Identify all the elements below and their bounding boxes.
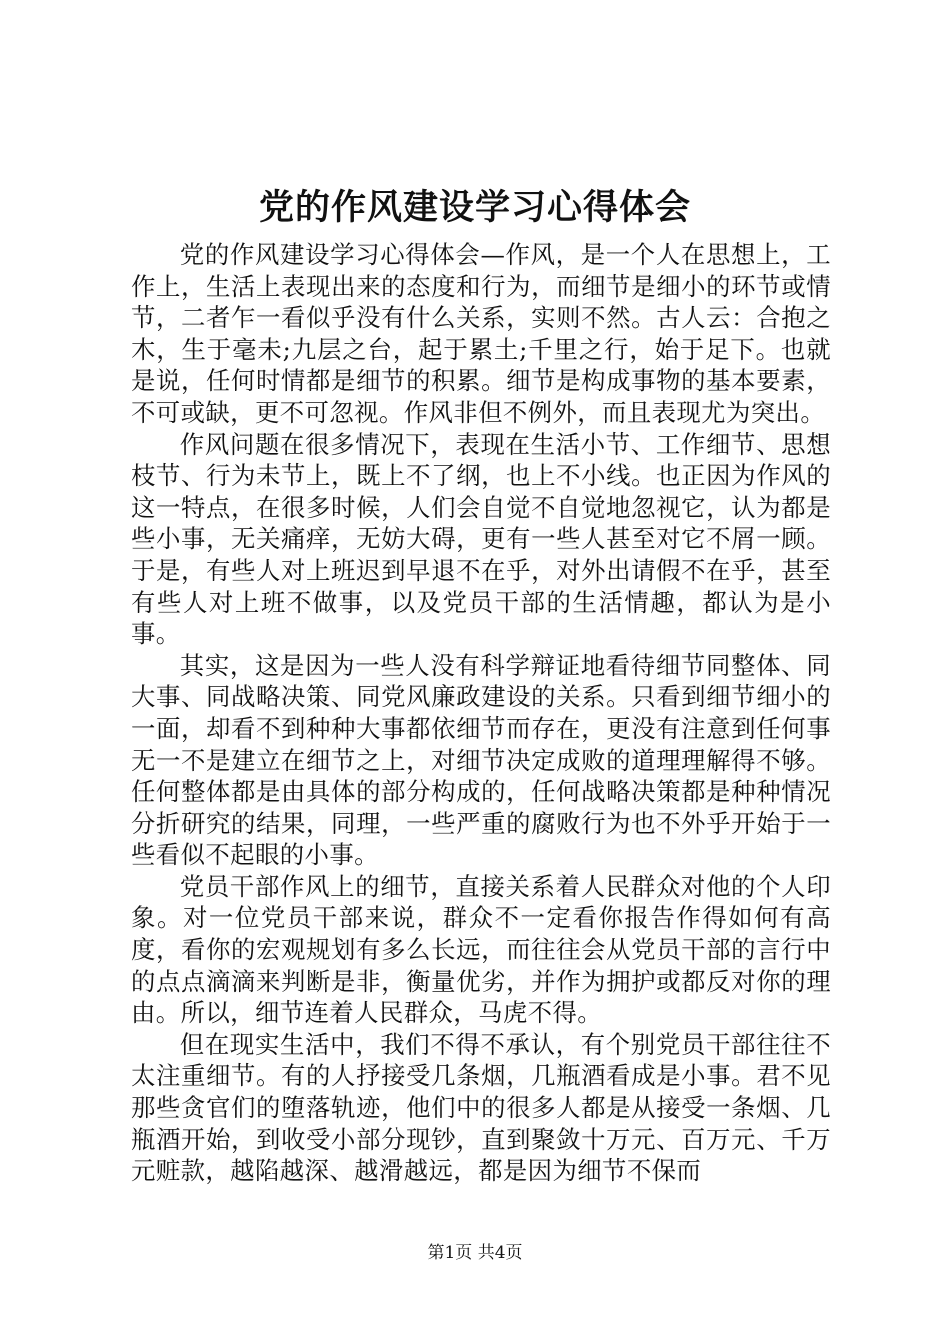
paragraph: 作风问题在很多情况下，表现在生活小节、工作细节、思想枝节、行为未节上，既上不了纲，也上不小线。也正因为作风的这一特点，在很多时候，人们会自觉不自觉地忽视它，认为都是些小事，无关痛痒，无妨大碍，更有一些人甚至对它不屑一顾。于是，有些人对上班迟到早退不在乎，对外出请假不在乎，甚至有些人对上班不做事，以及党员干部的生活情趣，都认为是小事。 xyxy=(131,429,831,649)
paragraph: 其实，这是因为一些人没有科学辩证地看待细节同整体、同大事、同战略决策、同党风廉政建设的关系。只看到细节细小的一面，却看不到种种大事都依细节而存在，更没有注意到任何事无一不是建立在细节之上，对细节决定成败的道理理解得不够。任何整体都是由具体的部分构成的，任何战略决策都是种种情况分折研究的结果，同理，一些严重的腐败行为也不外乎开始于一些看似不起眼的小事。 xyxy=(131,650,831,870)
page-title: 党的作风建设学习心得体会 xyxy=(258,187,691,228)
page-number-footer: 第1页 共4页 xyxy=(427,1243,523,1263)
paragraph: 党的作风建设学习心得体会—作风，是一个人在思想上，工作上，生活上表现出来的态度和行为，而细节是细小的环节或情节，二者乍一看似乎没有什么关系，实则不然。古人云：合抱之木，生于毫未;九层之台，起于累土;千里之行，始于足下。也就是说，任何时情都是细节的积累。细节是构成事物的基本要素，不可或缺，更不可忽视。作风非但不例外，而且表现尤为突出。 xyxy=(131,240,831,427)
paragraph: 但在现实生活中，我们不得不承认，有个别党员干部往往不太注重细节。有的人抒接受几条烟，几瓶酒看成是小事。君不见那些贪官们的堕落轨迹，他们中的很多人都是从接受一条烟、几瓶酒开始，到收受小部分现钞，直到聚敛十万元、百万元、千万元赃款，越陷越深、越滑越远，都是因为细节不保而 xyxy=(131,1029,831,1186)
paragraph: 党员干部作风上的细节，直接关系着人民群众对他的个人印象。对一位党员干部来说，群众不一定看你报告作得如何有高度，看你的宏观规划有多么长远，而往往会从党员干部的言行中的点点滴滴来判断是非，衡量优劣，并作为拥护或都反对你的理由。所以，细节连着人民群众，马虎不得。 xyxy=(131,871,831,1028)
document-body xyxy=(131,239,831,1187)
